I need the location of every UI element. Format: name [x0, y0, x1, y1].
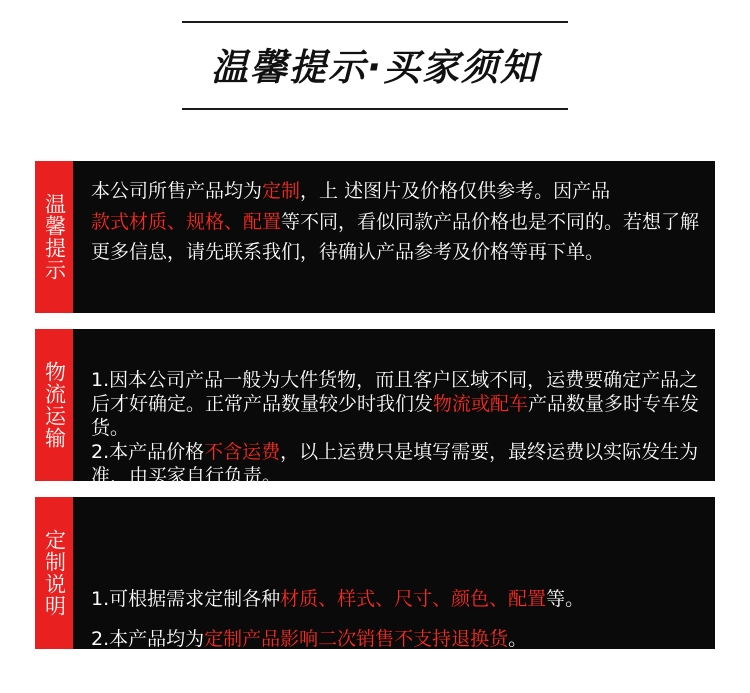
panel-tab	[35, 161, 73, 313]
highlight-segment: 材质、样式、尺寸、颜色、配置	[280, 588, 547, 610]
notice-panel-shipping	[35, 329, 715, 487]
highlight-segment: 不含运费	[204, 441, 281, 463]
page-title: 温馨提示·买家须知	[210, 46, 540, 89]
body-segment: ，以上运费只是填写需要，最终运费以实际发生为准，由买家自行负责。	[91, 441, 699, 487]
panel-tab	[35, 497, 73, 649]
panel-tab-label: 温馨提示	[42, 193, 67, 281]
body-segment: ，上 述图片及价格仅供参考。因产品	[300, 180, 611, 202]
body-segment: 产品数量多时专车发货。 2.本产品价格	[91, 393, 700, 463]
highlight-segment: 定制	[262, 180, 301, 202]
title-bottom-rule	[182, 108, 568, 110]
panel-tab	[35, 329, 73, 481]
highlight-segment: 款式材质、规格、配置	[91, 210, 282, 233]
notice-panel-tips	[35, 161, 715, 313]
body-segment: 1.可根据需求定制各种	[91, 588, 281, 610]
title-top-rule	[182, 21, 568, 23]
body-segment: 1.因本公司产品一般为大件货物，而且客户区域不同，运费要确定产品之后才好确定。正常产品数量较少时我们发	[91, 369, 699, 415]
highlight-segment: 物流或配车	[433, 393, 529, 415]
highlight-segment: 定制产品影响二次销售不支持退换货	[204, 628, 509, 650]
body-segment: 等。 2.本产品均为	[91, 588, 585, 650]
panel-body-text	[91, 176, 701, 268]
panel-body-text	[91, 344, 701, 488]
panel-body-text	[91, 539, 701, 659]
body-segment: 等不同，看似同款产品价格也是不同的。若想了解更多信息，请先联系我们，待确认产品参考及价格等再下单。	[91, 210, 700, 263]
panel-tab-label: 物流运输	[42, 361, 67, 449]
panel-tab-label: 定制说明	[42, 529, 67, 617]
body-segment: 。	[508, 628, 528, 650]
body-segment: 本公司所售产品均为	[91, 180, 263, 202]
notice-panel-custom	[35, 497, 715, 649]
